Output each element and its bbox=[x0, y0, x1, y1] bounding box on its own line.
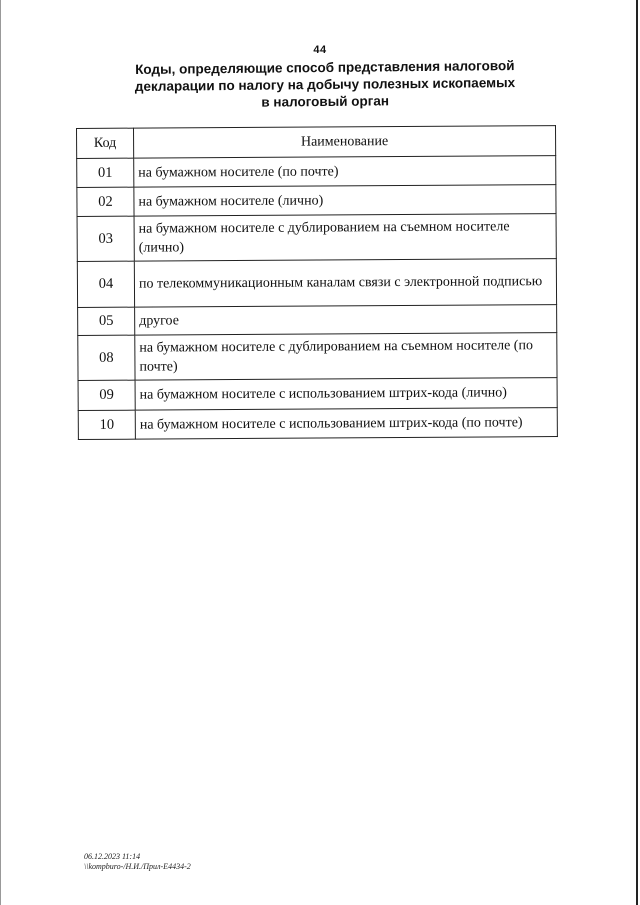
page-edge-right bbox=[636, 0, 638, 905]
table-row bbox=[77, 214, 556, 262]
page-number: 44 bbox=[313, 44, 327, 56]
table-header-row bbox=[77, 126, 556, 159]
table-row bbox=[77, 185, 556, 217]
document-title bbox=[120, 57, 531, 112]
header-name: Наименование bbox=[134, 126, 556, 159]
table-row bbox=[78, 378, 557, 411]
row-code: 03 bbox=[77, 216, 134, 261]
row-name: на бумажном носителе с дублированием на съемном носителе (лично) bbox=[134, 214, 556, 262]
footer-timestamp: 06.12.2023 11:14 bbox=[84, 852, 141, 861]
title-line-3: в налоговый орган bbox=[261, 93, 390, 110]
row-code: 10 bbox=[78, 410, 135, 439]
row-name: на бумажном носителе с использованием штрих-кода (лично) bbox=[135, 378, 557, 411]
title-line-2: декларации по налогу на добычу полезных ископаемых bbox=[134, 75, 516, 94]
table-row bbox=[77, 259, 556, 308]
table-row bbox=[77, 156, 556, 188]
header-code: Код bbox=[77, 128, 134, 158]
row-code: 02 bbox=[77, 187, 134, 216]
row-code: 01 bbox=[77, 158, 134, 187]
codes-table bbox=[76, 125, 558, 440]
document-footer bbox=[84, 852, 191, 872]
row-code: 08 bbox=[78, 335, 135, 380]
table-row bbox=[78, 408, 557, 440]
row-name: на бумажном носителе (по почте) bbox=[134, 156, 556, 188]
row-code: 04 bbox=[77, 261, 134, 307]
title-line-1: Коды, определяющие способ представления налоговой bbox=[135, 58, 515, 77]
row-name: по телекоммуникационным каналам связи с электронной подписью bbox=[134, 259, 556, 308]
row-name: на бумажном носителе с дублированием на съемном носителе (по почте) bbox=[135, 333, 557, 381]
row-name: на бумажном носителе (лично) bbox=[134, 185, 556, 217]
page-edge-left bbox=[0, 0, 1, 905]
row-code: 09 bbox=[78, 380, 135, 410]
footer-path: \\kompburo-/Н.И./Прил-Е4434-2 bbox=[84, 862, 191, 871]
table-row bbox=[78, 305, 557, 336]
row-code: 05 bbox=[78, 307, 135, 335]
row-name: на бумажном носителе с использованием штрих-кода (по почте) bbox=[135, 408, 557, 440]
row-name: другое bbox=[135, 305, 557, 336]
table-row bbox=[78, 333, 557, 381]
